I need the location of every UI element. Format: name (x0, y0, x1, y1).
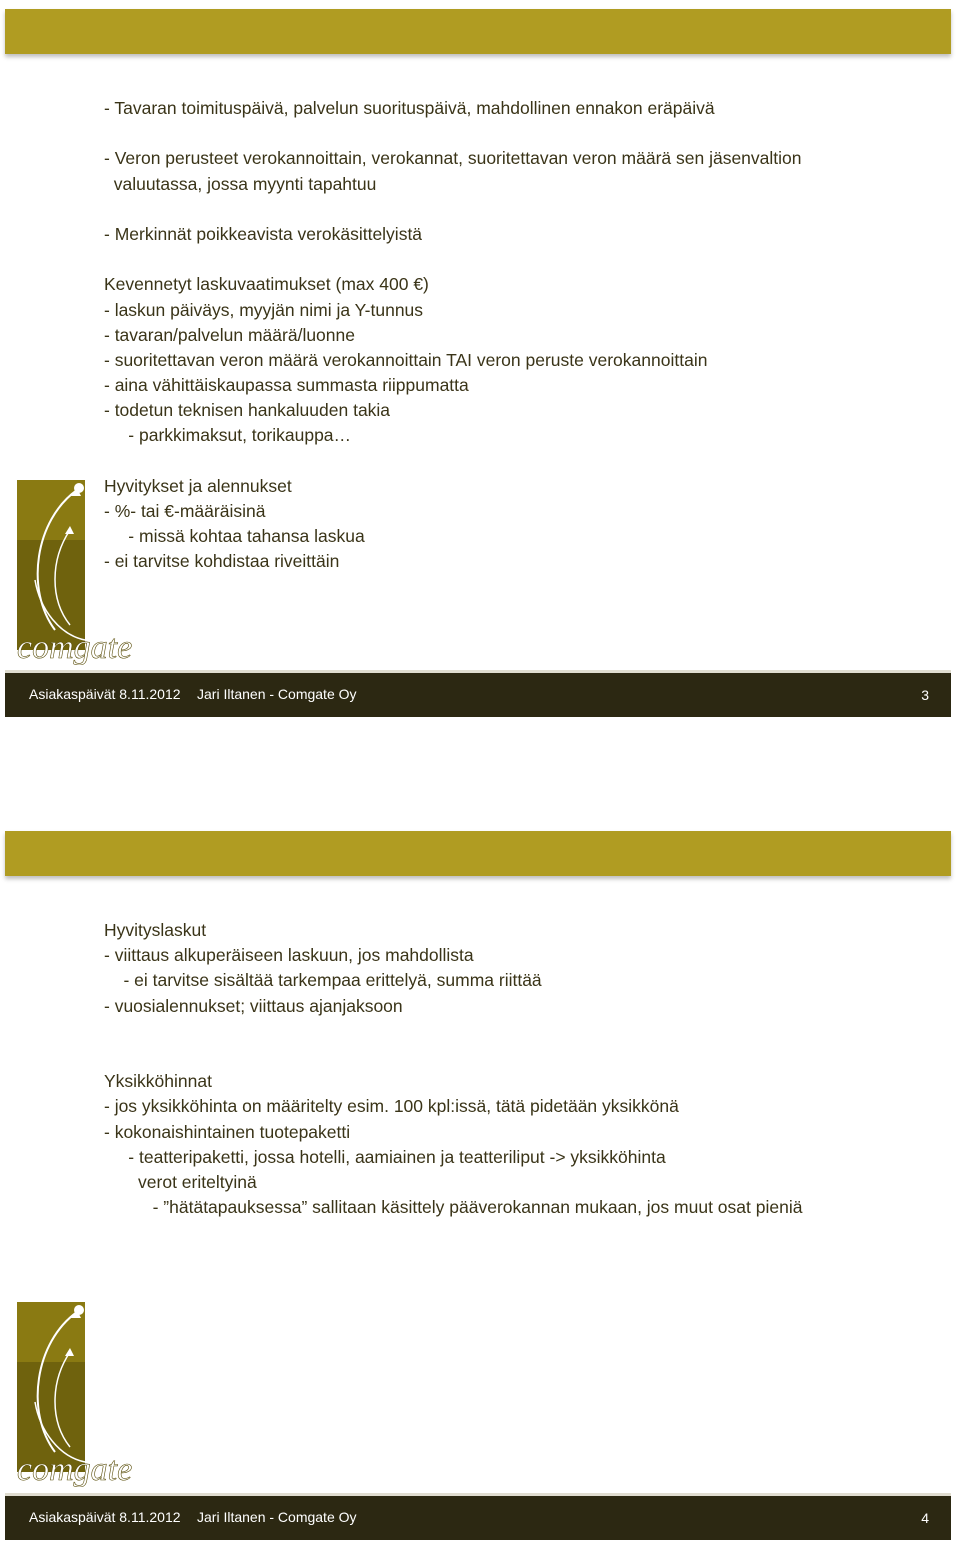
logo-wordmark: comgate (17, 629, 133, 665)
body-line: - laskun päiväys, myyjän nimi ja Y-tunnus (104, 299, 424, 320)
body-line: - jos yksikköhinta on määritelty esim. 100 kpl:issä, tätä pidetään yksikkönä (104, 1096, 679, 1117)
body-line (104, 197, 920, 222)
logo-wordmark: comgate (17, 1451, 133, 1487)
slide-footer (5, 673, 951, 717)
slide-header-bar (5, 831, 951, 876)
body-line: - suoritettavan veron määrä verokannoittain TAI veron peruste verokannoittain (104, 349, 708, 370)
body-line: - todetun teknisen hankaluuden takia (104, 400, 391, 421)
body-line: valuutassa, jossa myynti tapahtuu (104, 173, 377, 194)
body-line: - Veron perusteet verokannoittain, verokannat, suoritettavan veron määrä sen jäsenvaltion (104, 148, 802, 169)
comgate-logo (15, 480, 155, 665)
body-line: - teatteripaketti, jossa hotelli, aamiainen ja teatteriliput -> yksikköhinta (104, 1146, 666, 1167)
page-number: 4 (921, 1510, 929, 1526)
footer-author: Jari Iltanen - Comgate Oy (197, 1509, 357, 1525)
footer-event: Asiakaspäivät 8.11.2012 (29, 686, 181, 702)
body-line: - Merkinnät poikkeavista verokäsittelyistä (104, 223, 423, 244)
comgate-logo (15, 1302, 155, 1487)
body-line: - parkkimaksut, torikauppa… (104, 425, 352, 446)
slide-body (104, 918, 920, 1220)
body-line: - kokonaishintainen tuotepaketti (104, 1121, 351, 1142)
body-line: verot eriteltyinä (104, 1171, 257, 1192)
footer-event: Asiakaspäivät 8.11.2012 (29, 1509, 181, 1525)
body-line: - aina vähittäiskaupassa summasta riippumatta (104, 375, 469, 396)
body-line: - ”hätätapauksessa” sallitaan käsittely pääverokannan mukaan, jos muut osat pieniä (104, 1197, 803, 1218)
body-line (104, 1044, 920, 1069)
body-line: - %- tai €-määräisinä (104, 501, 266, 521)
body-line: Hyvityslaskut (104, 920, 207, 940)
body-line: - Tavaran toimituspäivä, palvelun suorituspäivä, mahdollinen ennakon eräpäivä (104, 98, 715, 118)
slide-footer (5, 1496, 951, 1540)
body-line: Kevennetyt laskuvaatimukset (max 400 €) (104, 274, 429, 295)
footer-divider (5, 670, 951, 673)
body-line: - vuosialennukset; viittaus ajanjaksoon (104, 995, 403, 1016)
body-line: - missä kohtaa tahansa laskua (104, 526, 365, 547)
body-line (104, 449, 920, 474)
body-line: - ei tarvitse sisältää tarkempaa erittelyä, summa riittää (104, 970, 542, 991)
body-line: - viittaus alkuperäiseen laskuun, jos mahdollista (104, 945, 474, 966)
footer-divider (5, 1493, 951, 1496)
body-line: Hyvitykset ja alennukset (104, 475, 292, 496)
body-line: - ei tarvitse kohdistaa riveittäin (104, 551, 340, 572)
slide-header-bar (5, 9, 951, 54)
footer-author: Jari Iltanen - Comgate Oy (197, 686, 357, 702)
slide-body (104, 96, 920, 575)
body-line (104, 1019, 920, 1044)
body-line: - tavaran/palvelun määrä/luonne (104, 324, 355, 345)
body-line: Yksikköhinnat (104, 1071, 212, 1092)
body-line (104, 247, 920, 272)
body-line (104, 121, 920, 146)
slide-3 (0, 0, 960, 740)
page-number: 3 (921, 687, 929, 703)
slide-4 (0, 822, 960, 1545)
